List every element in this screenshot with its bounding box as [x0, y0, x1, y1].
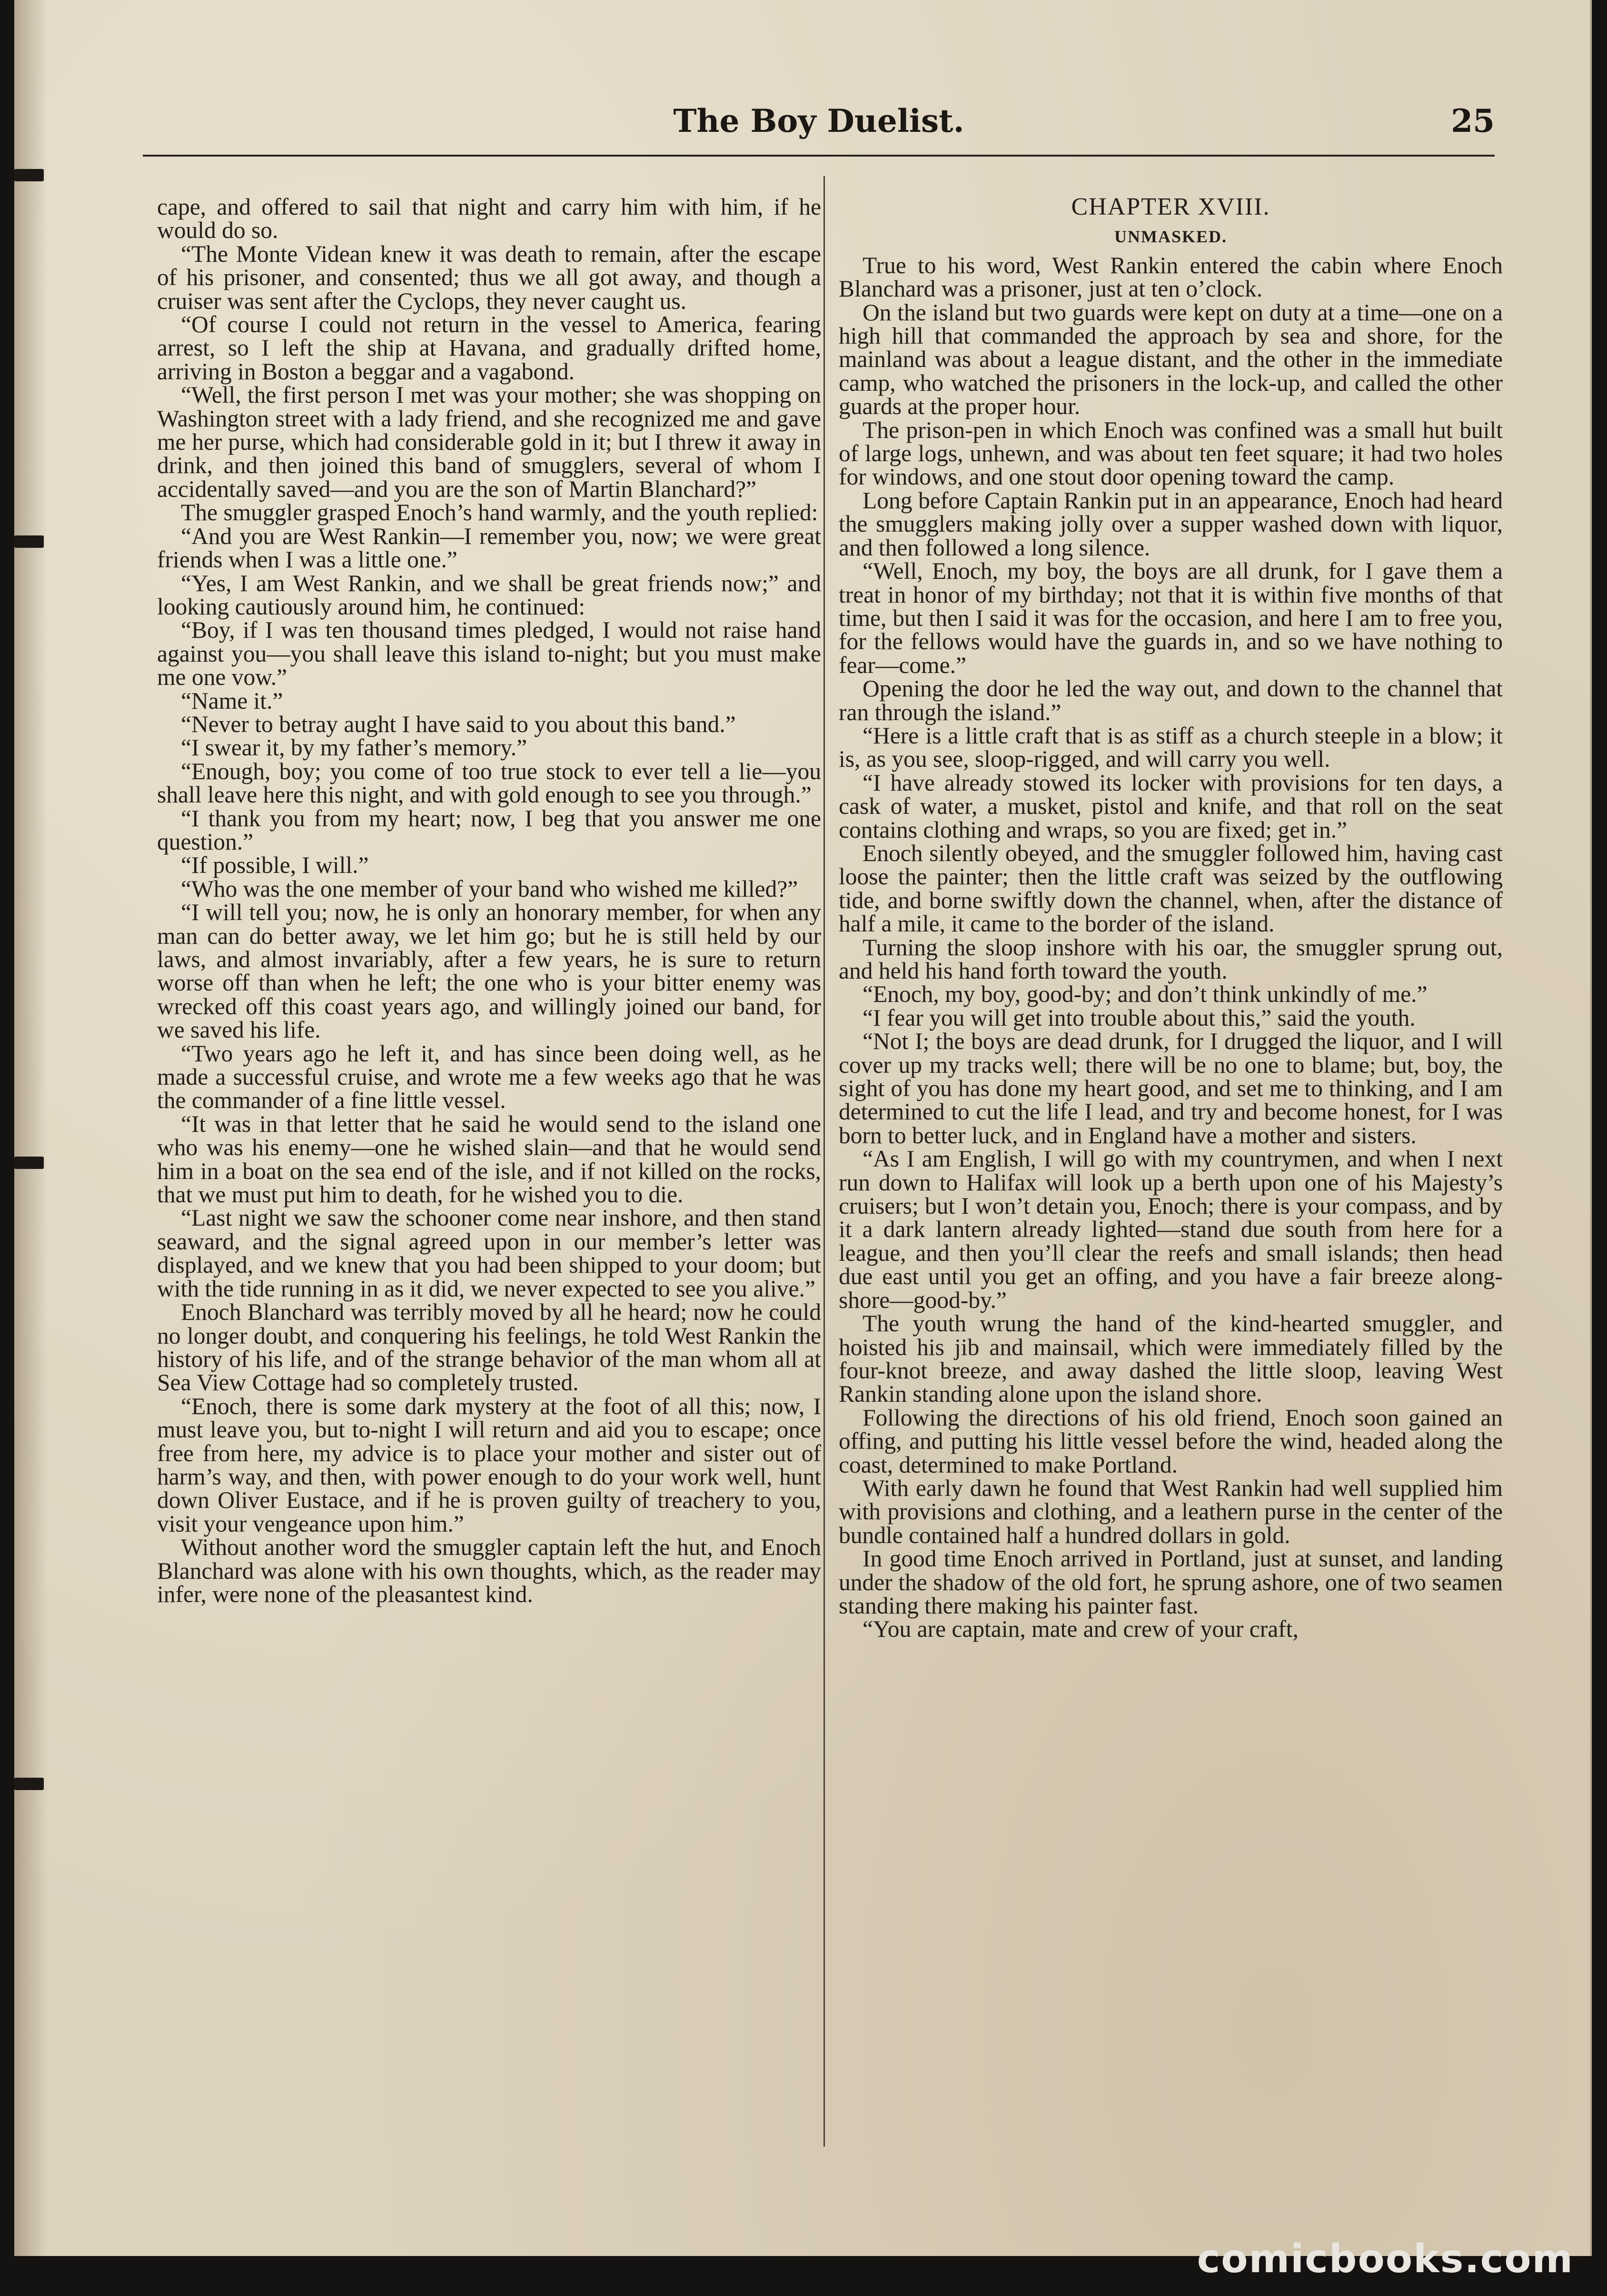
paragraph: “Who was the one member of your band who wished me killed?”	[181, 875, 798, 902]
binding-stitch	[14, 1157, 44, 1169]
paragraph: “Boy, if I was ten thousand times pledged, I would not raise hand against you—you shall leave this island to-night; but you must make me one vow.”	[157, 617, 821, 691]
newspaper-page	[14, 0, 1592, 2256]
binding-stitch	[14, 535, 44, 548]
paragraph: “Not I; the boys are dead drunk, for I drugged the liquor, and I will cover up my tracks well; there will be no one to blame; but, boy, the sight of you has done my heart good, and set me to thinking, and I am determined to cut the life I lead, and try and become honest, for I was born to better luck, and in England have a mother and sisters.	[839, 1028, 1503, 1148]
paragraph: “Name it.”	[181, 687, 283, 714]
paragraph: In good time Enoch arrived in Portland, just at sunset, and landing under the shadow of the old fort, he sprung ashore, one of two seamen standing there making his painter fast.	[839, 1545, 1503, 1619]
paragraph: The smuggler grasped Enoch’s hand warmly, and the youth replied:	[181, 499, 818, 526]
paragraph: “Two years ago he left it, and has since been doing well, as he made a successful cruise, and wrote me a few weeks ago that he was the commander of a fine little vessel.	[157, 1040, 821, 1114]
section-heading: UNMASKED.	[1114, 227, 1227, 247]
paragraph: “And you are West Rankin—I remember you, now; we were great friends when I was a little one.”	[157, 523, 821, 573]
paragraph: “Never to betray aught I have said to you about this band.”	[181, 711, 736, 737]
paragraph: “If possible, I will.”	[181, 852, 369, 879]
paragraph: Following the directions of his old friend, Enoch soon gained an offing, and putting his little vessel before the wind, headed along the coast, determined to make Portland.	[839, 1404, 1503, 1478]
paragraph: Without another word the smuggler captain left the hut, and Enoch Blanchard was alone with his own thoughts, which, as the reader may infer, were none of the pleasantest kind.	[157, 1534, 821, 1607]
paragraph: True to his word, West Rankin entered the cabin where Enoch Blanchard was a prisoner, just at ten o’clock.	[839, 252, 1503, 302]
left-column	[157, 195, 821, 2161]
paragraph: Enoch silently obeyed, and the smuggler followed him, having cast loose the painter; then the little craft was seized by the outflowing tide, and borne swiftly down the channel, when, after the distance of half a mile, it came to the border of the island.	[839, 840, 1503, 937]
page-header	[143, 93, 1495, 157]
watermark: comicbooks.com	[1197, 2237, 1574, 2282]
paragraph: “As I am English, I will go with my countrymen, and when I next run down to Halifax will look up a berth upon one of his Majesty’s cruisers; but I won’t detain you, Enoch; there is your compass, and by it a dark lantern already lighted—stand due south from here for a league, and then you’ll clear the reefs and small islands; then head due east until you get an offing, and you have a fair breeze along-shore—good-by.”	[839, 1146, 1503, 1313]
paragraph: cape, and offered to sail that night and carry him with him, if he would do so.	[157, 195, 821, 244]
paragraph: “I fear you will get into trouble about this,” said the youth.	[863, 1004, 1416, 1031]
paragraph: “I have already stowed its locker with provisions for ten days, a cask of water, a musket, pistol and knife, and that roll on the seat contains clothing and wraps, so you are fixed; get in.”	[839, 769, 1503, 843]
paragraph: Turning the sloop inshore with his oar, the smuggler sprung out, and held his hand forth toward the youth.	[839, 934, 1503, 984]
running-title: The Boy Duelist.	[673, 102, 964, 139]
paragraph: On the island but two guards were kept on duty at a time—one on a high hill that commanded the approach by sea and shore, for the mainland was about a league distant, and the other in the immediate camp, who watched the prisoners in the lock-up, and called the other guards at the proper hour.	[839, 299, 1503, 420]
paragraph: With early dawn he found that West Rankin had well supplied him with provisions and clothing, and a leathern purse in the center of the bundle contained half a hundred dollars in gold.	[839, 1475, 1503, 1548]
paragraph: “Here is a little craft that is as stiff as a church steeple in a blow; it is, as you see, sloop-rigged, and will carry you well.	[839, 722, 1503, 772]
paragraph: “Enoch, there is some dark mystery at the foot of all this; now, I must leave you, but to-night I will return and aid you to escape; once free from here, my advice is to place your mother and sister out of harm’s way, and then, with power enough to do your work well, hunt down Oliver Eustace, and if he is proven guilty of treachery to you, visit your vengeance upon him.”	[157, 1393, 821, 1537]
binding-stitch	[14, 169, 44, 181]
paragraph: “Of course I could not return in the vessel to America, fearing arrest, so I left the ship at Havana, and gradually drifted home, arriving in Boston a beggar and a vagabond.	[157, 311, 821, 385]
paragraph: “Last night we saw the schooner come near inshore, and then stand seaward, and the signal agreed upon in our member’s letter was displayed, and we knew that you had been shipped to your doom; but with the tide running in as it did, we never expected to see you alive.”	[157, 1205, 821, 1302]
paragraph: “I thank you from my heart; now, I beg that you answer me one question.”	[157, 805, 821, 855]
paragraph: “I swear it, by my father’s memory.”	[181, 734, 527, 761]
paragraph: “Enoch, my boy, good-by; and don’t think unkindly of me.”	[863, 981, 1428, 1008]
right-column	[839, 195, 1503, 2161]
chapter-heading: CHAPTER XVIII.	[1071, 195, 1270, 220]
page-number: 25	[1451, 102, 1495, 139]
paragraph: The youth wrung the hand of the kind-hearted smuggler, and hoisted his jib and mainsail, which were immediately filled by the four-knot breeze, and away dashed the little sloop, leaving West Rankin standing alone upon the island shore.	[839, 1310, 1503, 1407]
paragraph: “You are captain, mate and crew of your craft,	[863, 1616, 1299, 1643]
paragraph: “I will tell you; now, he is only an honorary member, for when any man can do better away, we let him go; but he is still held by our laws, and almost invariably, after a few years, he is sure to return worse off than when he left; the one who is your bitter enemy was wrecked off this coast years ago, and willingly joined our band, for we saved his life.	[157, 899, 821, 1043]
paragraph: Long before Captain Rankin put in an appearance, Enoch had heard the smugglers making jolly over a supper washed down with liquor, and then followed a long silence.	[839, 487, 1503, 561]
paragraph: “Yes, I am West Rankin, and we shall be great friends now;” and looking cautiously around him, he continued:	[157, 570, 821, 620]
paragraph: “Well, Enoch, my boy, the boys are all drunk, for I gave them a treat in honor of my birthday; not that it is within five months of that time, but then I said it was for the occasion, and here I am to free you, for the fellows would have the guards in, and so we have nothing to fear—come.”	[839, 558, 1503, 678]
binding-fold	[14, 0, 48, 2256]
paragraph: “Enough, boy; you come of too true stock to ever tell a lie—you shall leave here this night, and with gold enough to see you through.”	[157, 758, 821, 808]
paragraph: “The Monte Videan knew it was death to remain, after the escape of his prisoner, and consented; thus we all got away, and though a cruiser was sent after the Cyclops, they never caught us.	[157, 240, 821, 314]
paragraph: “It was in that letter that he said he would send to the island one who was his enemy—one he wished slain—and that he would send him in a boat on the sea end of the isle, and if not killed on the rocks, that we must put him to death, for he wished you to die.	[157, 1110, 821, 1208]
paragraph: “Well, the first person I met was your mother; she was shopping on Washington street with a lady friend, and she recognized me and gave me her purse, which had considerable gold in it; but I threw it away in drink, and then joined this band of smugglers, several of whom I accidentally saved—and you are the son of Martin Blanchard?”	[157, 382, 821, 502]
binding-stitch	[14, 1778, 44, 1790]
paragraph: Opening the door he led the way out, and down to the channel that ran through the island.”	[839, 675, 1503, 725]
paragraph: The prison-pen in which Enoch was confined was a small hut built of large logs, unhewn, and was about ten feet square; it had two holes for windows, and one stout door opening toward the camp.	[839, 416, 1503, 490]
column-divider	[823, 176, 825, 2147]
paragraph: Enoch Blanchard was terribly moved by all he heard; now he could no longer doubt, and conquering his feelings, he told West Rankin the history of his life, and of the strange behavior of the man whom all at Sea View Cottage had so completely trusted.	[157, 1299, 821, 1396]
